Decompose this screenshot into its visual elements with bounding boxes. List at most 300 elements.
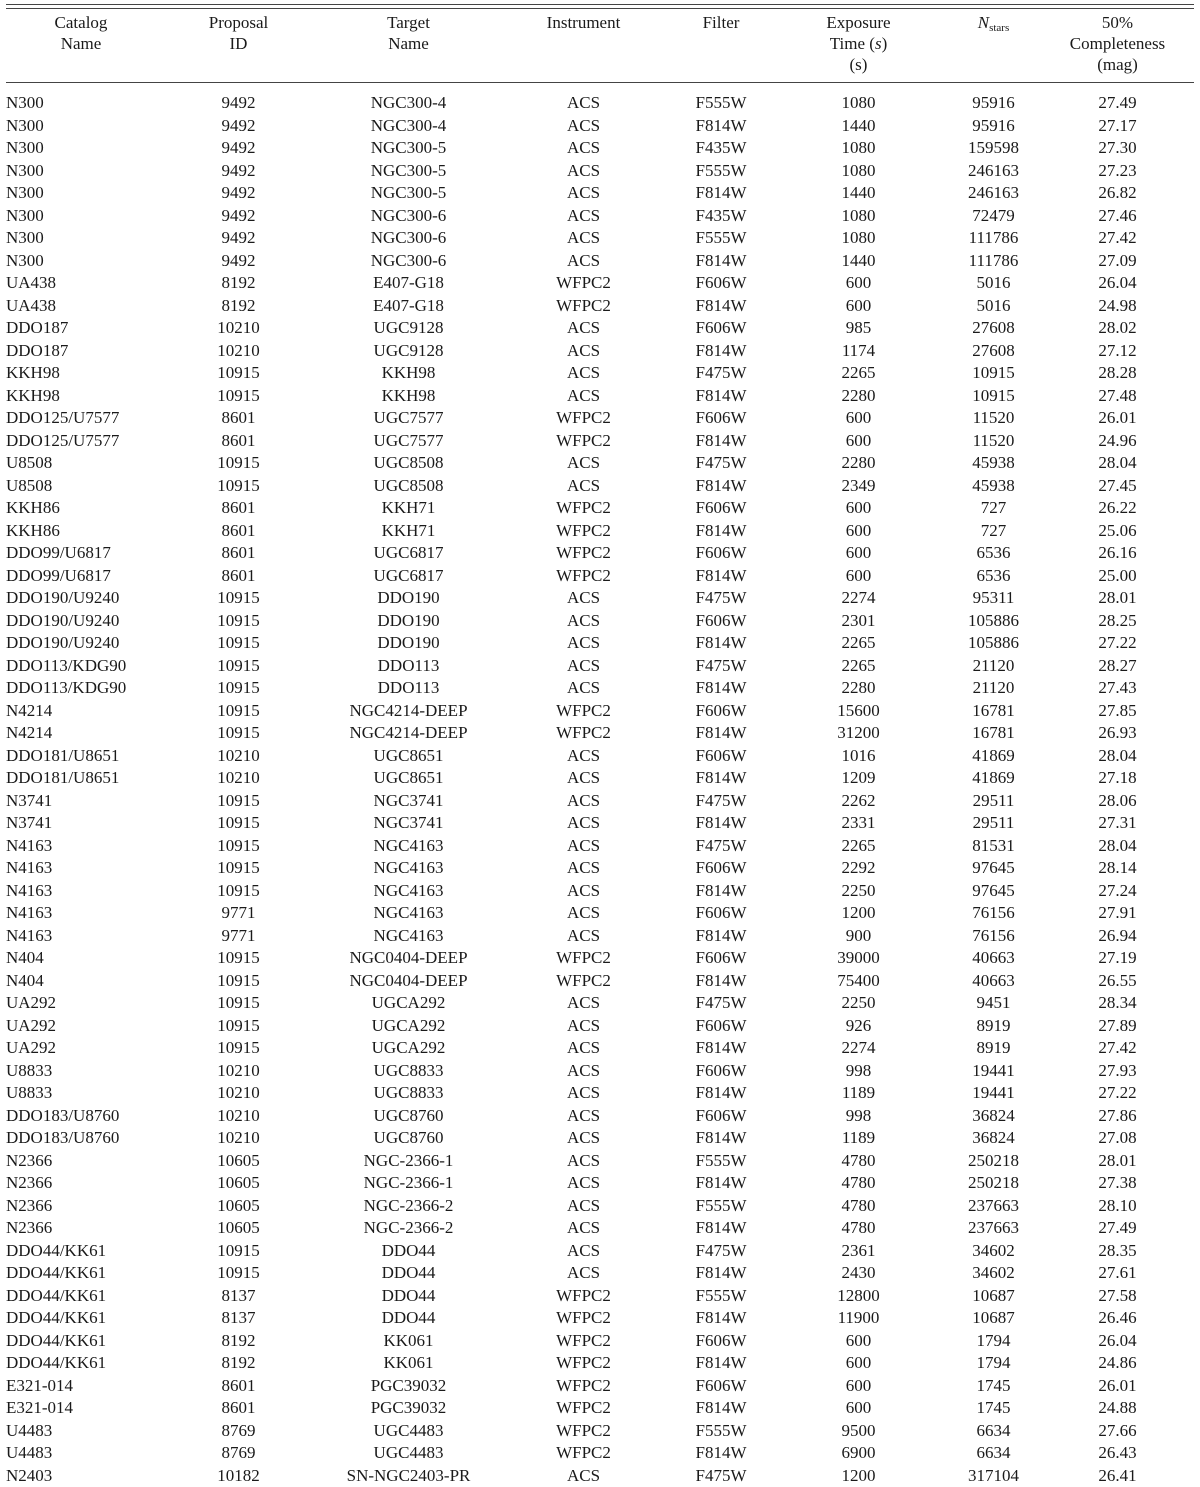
cell-exposure-time: 600 xyxy=(771,565,946,588)
cell-exposure-time: 998 xyxy=(771,1105,946,1128)
cell-catalog-name: N404 xyxy=(6,947,156,970)
cell-completeness: 26.41 xyxy=(1041,1465,1194,1487)
table-row xyxy=(6,565,1194,588)
cell-filter: F475W xyxy=(671,1240,771,1263)
cell-nstars: 76156 xyxy=(946,902,1041,925)
cell-instrument: ACS xyxy=(496,160,671,183)
table-row xyxy=(6,880,1194,903)
cell-exposure-time: 1200 xyxy=(771,902,946,925)
cell-catalog-name: N300 xyxy=(6,182,156,205)
cell-filter: F814W xyxy=(671,632,771,655)
cell-exposure-time: 31200 xyxy=(771,722,946,745)
cell-nstars: 10687 xyxy=(946,1307,1041,1330)
cell-instrument: ACS xyxy=(496,902,671,925)
cell-proposal-id: 10210 xyxy=(156,317,321,340)
cell-proposal-id: 10915 xyxy=(156,880,321,903)
table-row xyxy=(6,92,1194,115)
cell-completeness: 27.89 xyxy=(1041,1015,1194,1038)
cell-instrument: WFPC2 xyxy=(496,722,671,745)
cell-catalog-name: N4163 xyxy=(6,902,156,925)
cell-completeness: 27.09 xyxy=(1041,250,1194,273)
cell-instrument: ACS xyxy=(496,1465,671,1487)
cell-filter: F814W xyxy=(671,677,771,700)
table-row xyxy=(6,1060,1194,1083)
cell-proposal-id: 10915 xyxy=(156,610,321,633)
cell-filter: F814W xyxy=(671,880,771,903)
cell-completeness: 26.01 xyxy=(1041,1375,1194,1398)
table-row xyxy=(6,1240,1194,1263)
cell-nstars: 27608 xyxy=(946,317,1041,340)
cell-catalog-name: U4483 xyxy=(6,1420,156,1443)
cell-instrument: ACS xyxy=(496,340,671,363)
cell-completeness: 24.98 xyxy=(1041,295,1194,318)
cell-catalog-name: KKH98 xyxy=(6,385,156,408)
cell-target-name: NGC-2366-1 xyxy=(321,1150,496,1173)
cell-proposal-id: 8601 xyxy=(156,497,321,520)
cell-proposal-id: 10915 xyxy=(156,475,321,498)
cell-proposal-id: 10182 xyxy=(156,1465,321,1487)
table-row xyxy=(6,1262,1194,1285)
cell-completeness: 24.86 xyxy=(1041,1352,1194,1375)
cell-proposal-id: 8601 xyxy=(156,1397,321,1420)
cell-catalog-name: DDO44/KK61 xyxy=(6,1330,156,1353)
cell-exposure-time: 2280 xyxy=(771,677,946,700)
cell-catalog-name: N300 xyxy=(6,137,156,160)
cell-proposal-id: 10915 xyxy=(156,632,321,655)
cell-target-name: NGC4214-DEEP xyxy=(321,700,496,723)
cell-filter: F814W xyxy=(671,520,771,543)
cell-filter: F814W xyxy=(671,1397,771,1420)
cell-instrument: WFPC2 xyxy=(496,542,671,565)
cell-catalog-name: DDO99/U6817 xyxy=(6,542,156,565)
cell-nstars: 237663 xyxy=(946,1217,1041,1240)
table-row xyxy=(6,182,1194,205)
table-body xyxy=(6,92,1194,1487)
cell-instrument: ACS xyxy=(496,115,671,138)
cell-filter: F606W xyxy=(671,317,771,340)
table-row xyxy=(6,587,1194,610)
cell-nstars: 95916 xyxy=(946,92,1041,115)
cell-filter: F814W xyxy=(671,722,771,745)
cell-nstars: 29511 xyxy=(946,812,1041,835)
cell-proposal-id: 10915 xyxy=(156,655,321,678)
cell-nstars: 9451 xyxy=(946,992,1041,1015)
table-row xyxy=(6,205,1194,228)
cell-instrument: ACS xyxy=(496,677,671,700)
cell-instrument: WFPC2 xyxy=(496,947,671,970)
cell-filter: F814W xyxy=(671,1442,771,1465)
table-row xyxy=(6,992,1194,1015)
cell-completeness: 27.19 xyxy=(1041,947,1194,970)
cell-target-name: E407-G18 xyxy=(321,272,496,295)
cell-catalog-name: N2366 xyxy=(6,1217,156,1240)
cell-exposure-time: 39000 xyxy=(771,947,946,970)
cell-completeness: 27.43 xyxy=(1041,677,1194,700)
cell-proposal-id: 8601 xyxy=(156,565,321,588)
cell-filter: F814W xyxy=(671,250,771,273)
cell-exposure-time: 1016 xyxy=(771,745,946,768)
cell-target-name: DDO190 xyxy=(321,610,496,633)
cell-exposure-time: 1080 xyxy=(771,92,946,115)
cell-completeness: 27.17 xyxy=(1041,115,1194,138)
cell-catalog-name: DDO44/KK61 xyxy=(6,1307,156,1330)
cell-target-name: UGC7577 xyxy=(321,407,496,430)
cell-instrument: ACS xyxy=(496,1195,671,1218)
cell-instrument: ACS xyxy=(496,587,671,610)
cell-exposure-time: 15600 xyxy=(771,700,946,723)
cell-target-name: NGC300-4 xyxy=(321,92,496,115)
cell-target-name: DDO44 xyxy=(321,1307,496,1330)
cell-filter: F814W xyxy=(671,970,771,993)
cell-exposure-time: 998 xyxy=(771,1060,946,1083)
cell-target-name: DDO113 xyxy=(321,677,496,700)
cell-target-name: NGC4214-DEEP xyxy=(321,722,496,745)
cell-proposal-id: 10915 xyxy=(156,362,321,385)
cell-catalog-name: N4163 xyxy=(6,880,156,903)
table-row xyxy=(6,700,1194,723)
cell-completeness: 28.28 xyxy=(1041,362,1194,385)
table-row xyxy=(6,812,1194,835)
cell-instrument: WFPC2 xyxy=(496,497,671,520)
header-nstars: $N_{stars}$ xyxy=(946,12,1041,82)
cell-catalog-name: DDO44/KK61 xyxy=(6,1240,156,1263)
cell-proposal-id: 10915 xyxy=(156,452,321,475)
cell-completeness: 28.27 xyxy=(1041,655,1194,678)
cell-nstars: 111786 xyxy=(946,250,1041,273)
cell-proposal-id: 9492 xyxy=(156,205,321,228)
cell-nstars: 8919 xyxy=(946,1037,1041,1060)
cell-target-name: UGC8760 xyxy=(321,1105,496,1128)
cell-target-name: NGC300-6 xyxy=(321,227,496,250)
cell-proposal-id: 10915 xyxy=(156,857,321,880)
cell-instrument: WFPC2 xyxy=(496,407,671,430)
cell-target-name: DDO44 xyxy=(321,1285,496,1308)
cell-exposure-time: 1440 xyxy=(771,250,946,273)
cell-proposal-id: 10605 xyxy=(156,1172,321,1195)
table-row xyxy=(6,1195,1194,1218)
cell-nstars: 19441 xyxy=(946,1060,1041,1083)
cell-nstars: 11520 xyxy=(946,407,1041,430)
cell-target-name: UGC8508 xyxy=(321,475,496,498)
cell-instrument: ACS xyxy=(496,812,671,835)
table-row xyxy=(6,655,1194,678)
cell-filter: F814W xyxy=(671,1127,771,1150)
cell-proposal-id: 8137 xyxy=(156,1285,321,1308)
cell-completeness: 28.14 xyxy=(1041,857,1194,880)
cell-exposure-time: 1080 xyxy=(771,205,946,228)
cell-instrument: ACS xyxy=(496,925,671,948)
cell-exposure-time: 2280 xyxy=(771,385,946,408)
cell-completeness: 28.10 xyxy=(1041,1195,1194,1218)
cell-target-name: KKH71 xyxy=(321,520,496,543)
cell-filter: F814W xyxy=(671,340,771,363)
cell-catalog-name: N4214 xyxy=(6,700,156,723)
cell-target-name: KKH71 xyxy=(321,497,496,520)
cell-exposure-time: 2331 xyxy=(771,812,946,835)
cell-catalog-name: DDO183/U8760 xyxy=(6,1127,156,1150)
cell-exposure-time: 1080 xyxy=(771,160,946,183)
table-row xyxy=(6,340,1194,363)
cell-target-name: UGC9128 xyxy=(321,317,496,340)
cell-instrument: ACS xyxy=(496,632,671,655)
cell-nstars: 727 xyxy=(946,497,1041,520)
cell-nstars: 95311 xyxy=(946,587,1041,610)
table-row xyxy=(6,835,1194,858)
cell-proposal-id: 10915 xyxy=(156,700,321,723)
cell-completeness: 28.06 xyxy=(1041,790,1194,813)
cell-exposure-time: 600 xyxy=(771,497,946,520)
cell-target-name: UGC4483 xyxy=(321,1420,496,1443)
cell-filter: F606W xyxy=(671,407,771,430)
cell-exposure-time: 2274 xyxy=(771,1037,946,1060)
cell-target-name: KKH98 xyxy=(321,385,496,408)
cell-completeness: 27.66 xyxy=(1041,1420,1194,1443)
cell-target-name: UGC8651 xyxy=(321,745,496,768)
cell-filter: F606W xyxy=(671,947,771,970)
cell-filter: F814W xyxy=(671,1082,771,1105)
cell-catalog-name: N4163 xyxy=(6,835,156,858)
cell-target-name: NGC-2366-2 xyxy=(321,1195,496,1218)
cell-nstars: 1745 xyxy=(946,1397,1041,1420)
cell-target-name: NGC300-6 xyxy=(321,250,496,273)
cell-proposal-id: 10210 xyxy=(156,745,321,768)
cell-filter: F814W xyxy=(671,1262,771,1285)
cell-catalog-name: N3741 xyxy=(6,812,156,835)
cell-completeness: 27.31 xyxy=(1041,812,1194,835)
cell-nstars: 34602 xyxy=(946,1262,1041,1285)
cell-completeness: 26.55 xyxy=(1041,970,1194,993)
cell-target-name: NGC0404-DEEP xyxy=(321,970,496,993)
cell-filter: F814W xyxy=(671,1217,771,1240)
table-row xyxy=(6,385,1194,408)
cell-exposure-time: 11900 xyxy=(771,1307,946,1330)
cell-filter: F555W xyxy=(671,1285,771,1308)
cell-nstars: 10915 xyxy=(946,385,1041,408)
cell-proposal-id: 10915 xyxy=(156,1262,321,1285)
cell-proposal-id: 9492 xyxy=(156,227,321,250)
cell-exposure-time: 2250 xyxy=(771,992,946,1015)
cell-filter: F606W xyxy=(671,1375,771,1398)
cell-completeness: 27.93 xyxy=(1041,1060,1194,1083)
cell-filter: F606W xyxy=(671,1015,771,1038)
cell-exposure-time: 600 xyxy=(771,295,946,318)
cell-completeness: 27.91 xyxy=(1041,902,1194,925)
cell-proposal-id: 10915 xyxy=(156,790,321,813)
table-row xyxy=(6,520,1194,543)
cell-target-name: UGC8833 xyxy=(321,1060,496,1083)
table-row xyxy=(6,632,1194,655)
cell-catalog-name: UA438 xyxy=(6,295,156,318)
cell-nstars: 76156 xyxy=(946,925,1041,948)
table-row xyxy=(6,1217,1194,1240)
cell-filter: F814W xyxy=(671,295,771,318)
cell-completeness: 27.49 xyxy=(1041,1217,1194,1240)
cell-nstars: 21120 xyxy=(946,655,1041,678)
cell-exposure-time: 9500 xyxy=(771,1420,946,1443)
cell-exposure-time: 2265 xyxy=(771,362,946,385)
cell-exposure-time: 600 xyxy=(771,542,946,565)
cell-completeness: 26.82 xyxy=(1041,182,1194,205)
header-completeness: 50% Completeness (mag) xyxy=(1041,12,1194,82)
cell-filter: F814W xyxy=(671,812,771,835)
cell-nstars: 246163 xyxy=(946,182,1041,205)
cell-exposure-time: 2430 xyxy=(771,1262,946,1285)
table-row xyxy=(6,1037,1194,1060)
cell-target-name: UGCA292 xyxy=(321,992,496,1015)
cell-proposal-id: 9492 xyxy=(156,137,321,160)
cell-instrument: ACS xyxy=(496,655,671,678)
table-row xyxy=(6,1420,1194,1443)
cell-catalog-name: DDO44/KK61 xyxy=(6,1352,156,1375)
cell-filter: F606W xyxy=(671,902,771,925)
cell-filter: F555W xyxy=(671,1420,771,1443)
cell-instrument: ACS xyxy=(496,1082,671,1105)
cell-instrument: WFPC2 xyxy=(496,1397,671,1420)
cell-target-name: NGC0404-DEEP xyxy=(321,947,496,970)
cell-instrument: WFPC2 xyxy=(496,272,671,295)
cell-exposure-time: 1174 xyxy=(771,340,946,363)
cell-proposal-id: 8601 xyxy=(156,542,321,565)
cell-nstars: 5016 xyxy=(946,272,1041,295)
cell-exposure-time: 600 xyxy=(771,520,946,543)
cell-target-name: NGC300-4 xyxy=(321,115,496,138)
cell-filter: F814W xyxy=(671,767,771,790)
cell-proposal-id: 10915 xyxy=(156,1240,321,1263)
top-rule xyxy=(6,4,1194,5)
cell-instrument: ACS xyxy=(496,790,671,813)
cell-completeness: 26.22 xyxy=(1041,497,1194,520)
cell-completeness: 27.61 xyxy=(1041,1262,1194,1285)
table-row xyxy=(6,1352,1194,1375)
cell-instrument: WFPC2 xyxy=(496,700,671,723)
cell-instrument: ACS xyxy=(496,205,671,228)
cell-nstars: 8919 xyxy=(946,1015,1041,1038)
cell-completeness: 27.18 xyxy=(1041,767,1194,790)
cell-target-name: NGC300-6 xyxy=(321,205,496,228)
cell-catalog-name: N4163 xyxy=(6,925,156,948)
cell-exposure-time: 4780 xyxy=(771,1195,946,1218)
cell-catalog-name: DDO190/U9240 xyxy=(6,610,156,633)
cell-completeness: 27.49 xyxy=(1041,92,1194,115)
observations-table xyxy=(6,12,1194,1487)
cell-filter: F475W xyxy=(671,790,771,813)
cell-instrument: WFPC2 xyxy=(496,1420,671,1443)
cell-nstars: 1794 xyxy=(946,1330,1041,1353)
cell-exposure-time: 600 xyxy=(771,1330,946,1353)
cell-exposure-time: 4780 xyxy=(771,1172,946,1195)
cell-filter: F606W xyxy=(671,1060,771,1083)
cell-target-name: UGC7577 xyxy=(321,430,496,453)
cell-nstars: 19441 xyxy=(946,1082,1041,1105)
cell-target-name: KK061 xyxy=(321,1352,496,1375)
cell-catalog-name: N2366 xyxy=(6,1172,156,1195)
table-row xyxy=(6,1172,1194,1195)
cell-nstars: 317104 xyxy=(946,1465,1041,1487)
cell-catalog-name: KKH86 xyxy=(6,497,156,520)
cell-instrument: ACS xyxy=(496,1150,671,1173)
cell-nstars: 45938 xyxy=(946,475,1041,498)
cell-nstars: 6536 xyxy=(946,565,1041,588)
cell-filter: F814W xyxy=(671,475,771,498)
cell-exposure-time: 1209 xyxy=(771,767,946,790)
cell-nstars: 111786 xyxy=(946,227,1041,250)
cell-instrument: ACS xyxy=(496,857,671,880)
cell-completeness: 26.43 xyxy=(1041,1442,1194,1465)
cell-exposure-time: 2301 xyxy=(771,610,946,633)
cell-filter: F555W xyxy=(671,92,771,115)
table-row xyxy=(6,115,1194,138)
table-row xyxy=(6,1015,1194,1038)
cell-exposure-time: 900 xyxy=(771,925,946,948)
cell-proposal-id: 10210 xyxy=(156,1127,321,1150)
cell-instrument: ACS xyxy=(496,1105,671,1128)
cell-proposal-id: 8192 xyxy=(156,1330,321,1353)
cell-exposure-time: 600 xyxy=(771,272,946,295)
cell-filter: F555W xyxy=(671,227,771,250)
cell-filter: F606W xyxy=(671,857,771,880)
cell-catalog-name: N4214 xyxy=(6,722,156,745)
cell-instrument: ACS xyxy=(496,745,671,768)
cell-exposure-time: 2265 xyxy=(771,835,946,858)
cell-completeness: 25.00 xyxy=(1041,565,1194,588)
cell-filter: F814W xyxy=(671,925,771,948)
cell-filter: F814W xyxy=(671,385,771,408)
cell-instrument: ACS xyxy=(496,385,671,408)
cell-catalog-name: N2366 xyxy=(6,1150,156,1173)
cell-instrument: ACS xyxy=(496,227,671,250)
cell-instrument: ACS xyxy=(496,1262,671,1285)
table-row xyxy=(6,317,1194,340)
cell-instrument: ACS xyxy=(496,362,671,385)
cell-proposal-id: 10915 xyxy=(156,1015,321,1038)
cell-exposure-time: 2250 xyxy=(771,880,946,903)
cell-exposure-time: 75400 xyxy=(771,970,946,993)
cell-exposure-time: 2361 xyxy=(771,1240,946,1263)
table-row xyxy=(6,227,1194,250)
cell-proposal-id: 9492 xyxy=(156,160,321,183)
cell-catalog-name: DDO181/U8651 xyxy=(6,767,156,790)
cell-nstars: 95916 xyxy=(946,115,1041,138)
cell-catalog-name: N4163 xyxy=(6,857,156,880)
cell-nstars: 250218 xyxy=(946,1150,1041,1173)
cell-instrument: WFPC2 xyxy=(496,1307,671,1330)
cell-target-name: NGC300-5 xyxy=(321,137,496,160)
cell-target-name: KKH98 xyxy=(321,362,496,385)
cell-proposal-id: 10915 xyxy=(156,835,321,858)
cell-catalog-name: DDO113/KDG90 xyxy=(6,677,156,700)
cell-instrument: ACS xyxy=(496,1127,671,1150)
cell-target-name: UGC6817 xyxy=(321,542,496,565)
cell-target-name: NGC3741 xyxy=(321,790,496,813)
cell-proposal-id: 10915 xyxy=(156,677,321,700)
cell-target-name: NGC4163 xyxy=(321,925,496,948)
cell-proposal-id: 9771 xyxy=(156,902,321,925)
table-header-row xyxy=(6,12,1194,82)
cell-catalog-name: N2366 xyxy=(6,1195,156,1218)
cell-completeness: 28.02 xyxy=(1041,317,1194,340)
cell-completeness: 27.08 xyxy=(1041,1127,1194,1150)
cell-exposure-time: 1440 xyxy=(771,182,946,205)
cell-exposure-time: 600 xyxy=(771,430,946,453)
header-target-name: Target Name xyxy=(321,12,496,82)
cell-proposal-id: 10915 xyxy=(156,587,321,610)
cell-completeness: 27.86 xyxy=(1041,1105,1194,1128)
cell-instrument: WFPC2 xyxy=(496,520,671,543)
cell-nstars: 159598 xyxy=(946,137,1041,160)
cell-instrument: ACS xyxy=(496,610,671,633)
cell-completeness: 28.04 xyxy=(1041,452,1194,475)
cell-filter: F475W xyxy=(671,362,771,385)
